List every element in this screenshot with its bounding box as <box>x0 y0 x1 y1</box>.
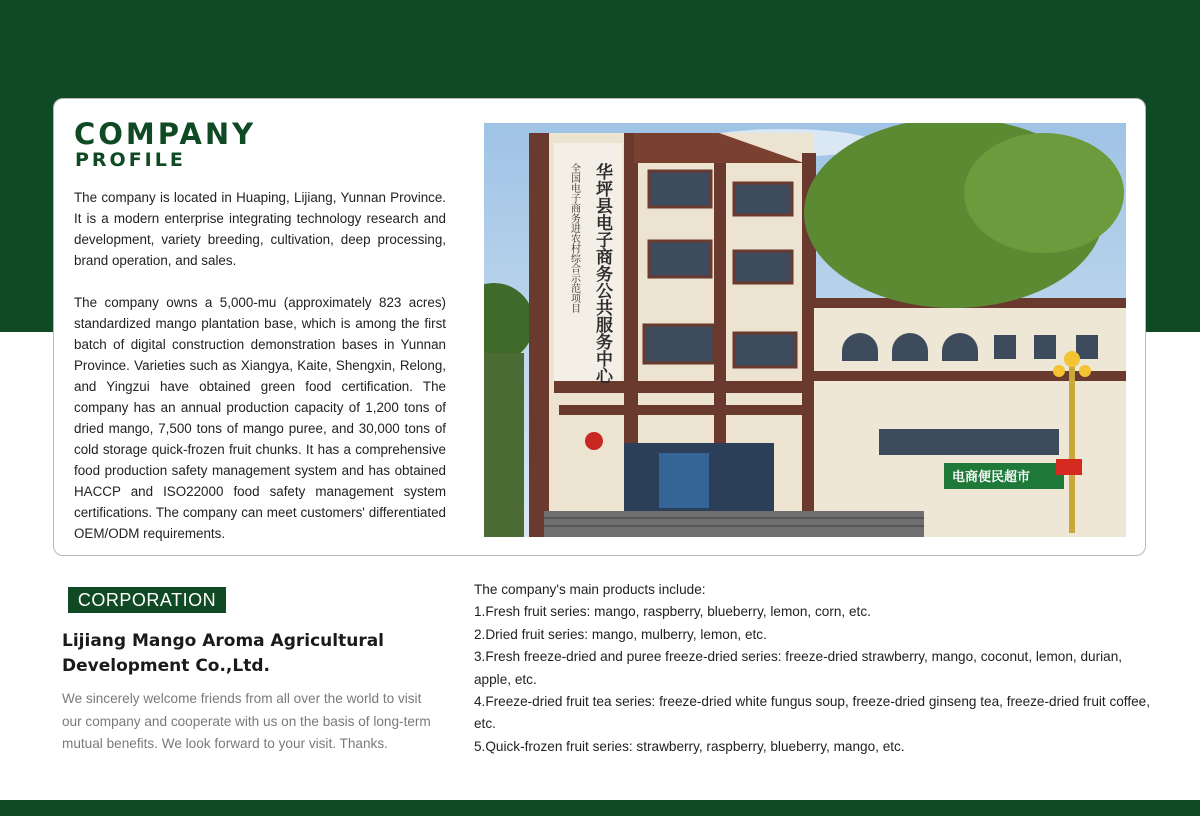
company-name: Lijiang Mango Aroma Agricultural Development Co.,Ltd. <box>62 631 385 676</box>
profile-paragraph: The company owns a 5,000-mu (approximately 823 acres) standardized mango plantation base, which is among the first batch of digital construction demonstration bases in Yunnan Province. Varieties such as Xiangya, Kaite, Shengxin, Relong, and Yingzui have obtained green food certification. The company has an annual production capacity of 1,200 tons of dried mango, 7,500 tons of mango puree, and 30,000 tons of cold storage quick-frozen fruit chunks. It has a comprehensive food production safety management system and has obtained HACCP and ISO22000 food safety management system certifications. The company can meet customers' differentiated OEM/ODM requirements. <box>74 295 446 541</box>
sign-vertical-sub: 全国电子商务进农村综合示范项目 <box>568 163 580 313</box>
product-item: 2.Dried fruit series: mango, mulberry, lemon, etc. <box>474 626 767 642</box>
bottom-green-band <box>0 800 1200 816</box>
building-photo <box>484 123 1126 537</box>
product-item: 1.Fresh fruit series: mango, raspberry, blueberry, lemon, corn, etc. <box>474 604 871 620</box>
profile-title-line1: COMPANY <box>74 117 257 151</box>
product-item: 3.Fresh freeze-dried and puree freeze-dried series: freeze-dried strawberry, mango, coconut, lemon, durian, apple, etc. <box>474 649 1123 687</box>
company-profile-card <box>53 98 1146 556</box>
profile-paragraph: The company is located in Huaping, Lijiang, Yunnan Province. It is a modern enterprise integrating technology research and development, variety breeding, cultivation, deep processing, brand operation, and sales. <box>74 190 446 268</box>
products-intro: The company's main products include: <box>474 582 706 597</box>
product-item: 5.Quick-frozen fruit series: strawberry, raspberry, blueberry, mango, etc. <box>474 738 905 754</box>
product-item: 4.Freeze-dried fruit tea series: freeze-dried white fungus soup, freeze-dried ginseng tea, freeze-dried fruit coffee, etc. <box>474 694 1151 732</box>
sign-vertical-main: 华坪县电子商务公共服务中心 <box>592 163 612 384</box>
products-list <box>474 579 1154 758</box>
profile-text <box>74 187 446 544</box>
profile-title-line2: PROFILE <box>75 149 186 171</box>
shop-sign: 电商便民超市 <box>952 470 1031 485</box>
welcome-text: We sincerely welcome friends from all over the world to visit our company and cooperate with us on the basis of long-term mutual benefits. We look forward to your visit. Thanks. <box>62 691 431 751</box>
corporation-badge: CORPORATION <box>68 587 226 613</box>
